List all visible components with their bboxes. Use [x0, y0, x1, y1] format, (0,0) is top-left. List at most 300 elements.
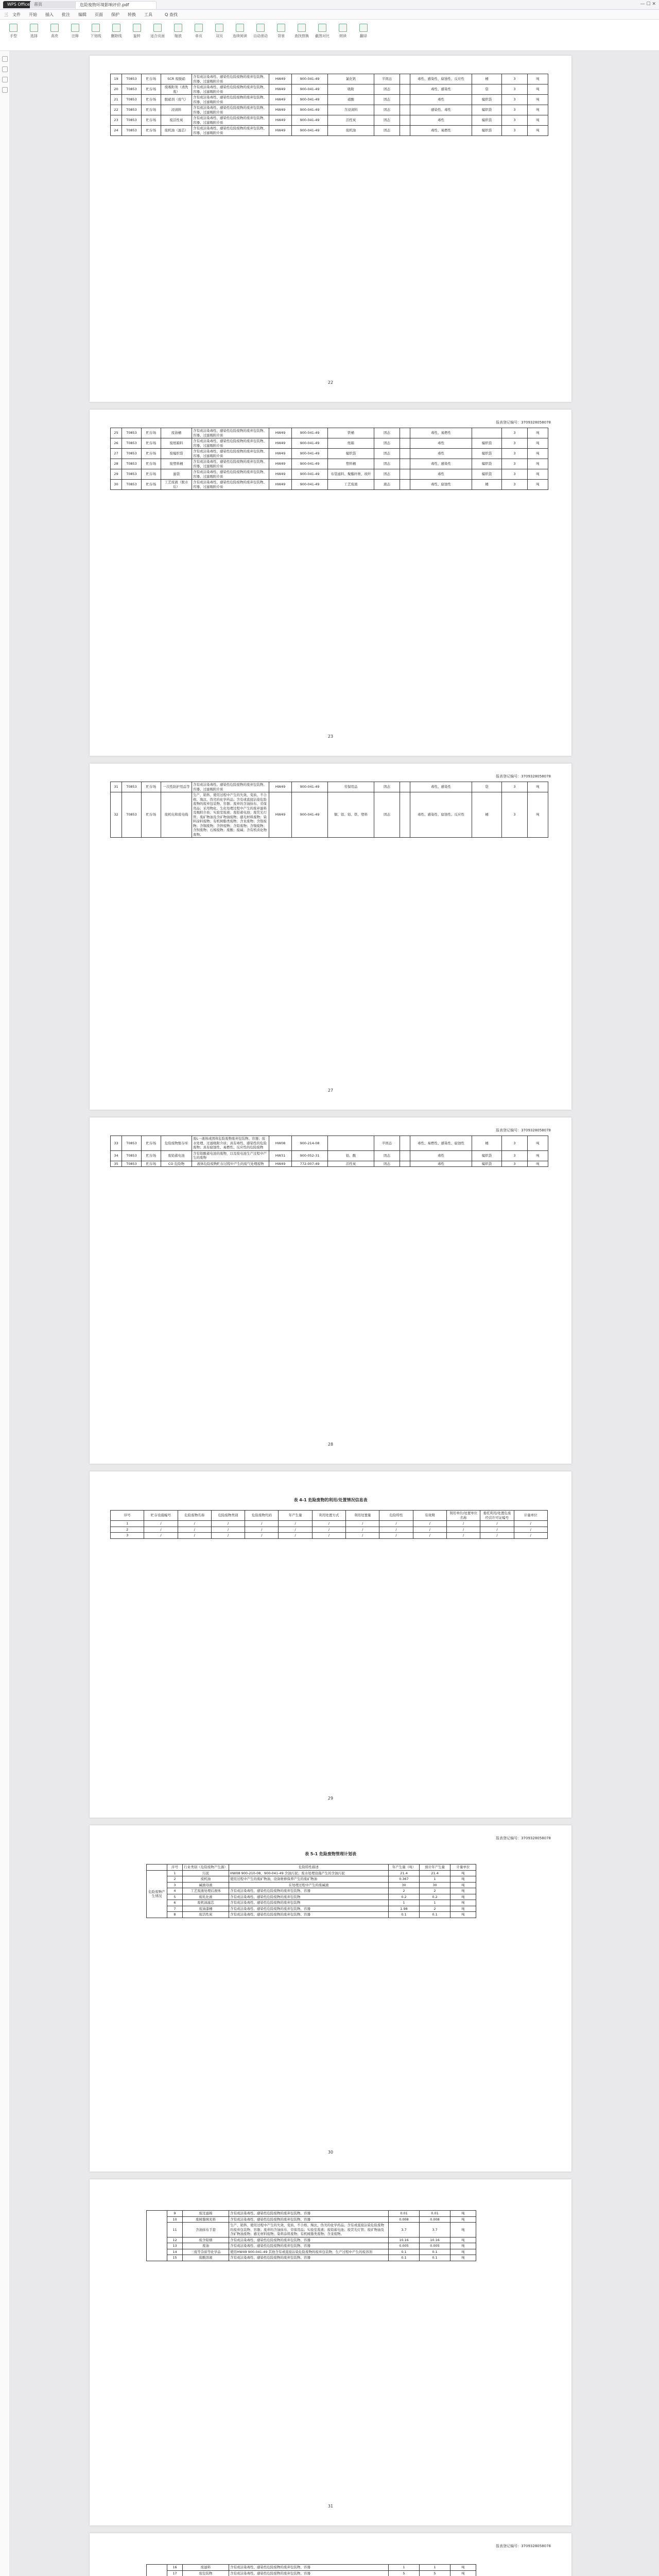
menu-insert[interactable]: 插入	[45, 12, 54, 17]
header-cell: 序号	[167, 1865, 183, 1871]
table-row	[111, 74, 548, 84]
tool-background[interactable]	[271, 24, 291, 39]
table-cell	[472, 428, 502, 438]
table-cell: 33	[111, 1136, 122, 1151]
toolbar	[0, 20, 659, 51]
plan-table	[146, 2564, 476, 2576]
table-cell: 3	[111, 1533, 144, 1539]
table-row	[111, 449, 548, 459]
tool-label: 朗读	[339, 34, 346, 38]
table-cell: 900-041-49	[292, 84, 328, 95]
table-cell: 废机电和废电线	[161, 792, 192, 838]
table-cell: 感染性、毒性	[410, 105, 472, 115]
side-label	[147, 2211, 167, 2261]
zoom-icon	[174, 24, 182, 32]
table-cell: 3	[502, 1161, 528, 1167]
table-cell: 4	[167, 1888, 183, 1894]
table-cell: 废铅蓄电池	[161, 1150, 192, 1161]
waste-table	[110, 428, 548, 490]
tool-double-page[interactable]	[209, 24, 230, 39]
table-cell: 0.01	[389, 2211, 420, 2217]
table-cell: T0853	[122, 1161, 142, 1167]
table-cell: 毒性	[410, 469, 472, 480]
table-cell: 5	[420, 2570, 450, 2576]
thumbnail-icon[interactable]	[2, 56, 8, 62]
tool-annotate[interactable]	[65, 24, 85, 39]
compare-icon	[318, 24, 326, 32]
tool-rotate[interactable]	[127, 24, 147, 39]
table-cell: 900-041-49	[292, 449, 328, 459]
menu-home[interactable]: 开始	[29, 12, 37, 17]
plan-table	[146, 1864, 476, 1918]
document-page-6	[90, 1825, 571, 2172]
table-cell	[400, 449, 410, 459]
table-cell: 含有或沾染毒性、感染性危险废物的废弃包装物、容器、过滤吸附介质	[192, 480, 269, 490]
table-cell: 固态	[374, 428, 400, 438]
table-cell: T0853	[122, 95, 142, 105]
table-cell: 含有或沾染毒性、感染性危险废物的废弃包装物、容器	[229, 2237, 389, 2243]
table-cell: 编织袋	[472, 1161, 502, 1167]
table-cell: /	[346, 1521, 379, 1527]
page-number: 31	[327, 2504, 334, 2509]
table-row	[147, 1906, 476, 1912]
table-cell: 贮存场	[142, 459, 161, 469]
menu-protect[interactable]: 保护	[111, 12, 119, 17]
table-cell: /	[279, 1527, 312, 1533]
menu-bar	[0, 10, 659, 20]
table-cell: 吨	[450, 1912, 476, 1918]
continuous-icon	[236, 24, 244, 32]
table-cell: 含有或沾染毒性、感染性危险废物的废弃包装物、容器	[229, 2565, 389, 2571]
table-cell: 3	[167, 1882, 183, 1888]
table-cell: 0.005	[389, 2243, 420, 2249]
table-row	[111, 782, 548, 792]
document-page-5	[90, 1471, 571, 1818]
tool-label: 注释	[72, 34, 79, 38]
table-cell: /	[346, 1533, 379, 1539]
table-cell: 编织袋	[472, 95, 502, 105]
table-cell: 1	[167, 1870, 183, 1876]
table-cell: 0.008	[389, 2216, 420, 2223]
table-cell: T0853	[122, 115, 142, 126]
table-cell: T0853	[122, 84, 142, 95]
table-cell: HW49	[269, 95, 292, 105]
table-cell: 6	[167, 1900, 183, 1906]
table-cell: 贮存场	[142, 115, 161, 126]
table-cell: /	[144, 1521, 178, 1527]
table-cell: 含有或沾染毒性、感染性危险废物的废弃包装物、容器、过滤吸附介质	[192, 95, 269, 105]
table-cell: 袋	[472, 84, 502, 95]
table-cell: /	[245, 1533, 279, 1539]
table-cell: 含浸渍料	[328, 105, 374, 115]
menu-edit[interactable]: 编辑	[78, 12, 86, 17]
table-cell: 35	[111, 1161, 122, 1167]
table-cell: HW31	[269, 1150, 292, 1161]
table-cell	[400, 792, 410, 838]
table-cell: 劳保用品	[328, 782, 374, 792]
menu-comment[interactable]: 批注	[62, 12, 70, 17]
table-row	[111, 95, 548, 105]
table-cell: 3.7	[389, 2223, 420, 2238]
home-tab[interactable]: WPS Office	[3, 1, 34, 8]
table-cell: 20	[111, 84, 122, 95]
table-cell: 塑料桶	[328, 459, 374, 469]
table-cell: 吨	[450, 2216, 476, 2223]
table-row	[147, 1912, 476, 1918]
table-cell: HW49	[269, 74, 292, 84]
tool-continuous[interactable]	[230, 24, 250, 39]
table-cell: 含油抹布手套	[183, 2223, 229, 2238]
table-row	[147, 1888, 476, 1894]
search-icon[interactable]	[2, 87, 8, 93]
table-cell: 吨	[450, 1870, 476, 1876]
document-page-4	[90, 1117, 571, 1464]
table-cell: 贮存场	[142, 105, 161, 115]
table-cell: 含有或沾染毒性、感染性危险废物的废弃包装物、容器	[229, 1906, 389, 1912]
table-title: 表 5-1 危险废物管理计划表	[304, 1852, 357, 1856]
table-cell: HW49	[269, 84, 292, 95]
table-cell: 使用HW49 900-041-49 其他含有或直接沾染危险废物的废弃包装物，生产过程中产生的废溶剂	[229, 2249, 389, 2255]
table-cell: 23	[111, 115, 122, 126]
tool-single-page[interactable]	[188, 24, 209, 39]
table-cell: 桶	[472, 480, 502, 490]
table-cell: /	[446, 1533, 480, 1539]
waste-table	[110, 782, 548, 838]
table-row	[111, 1533, 548, 1539]
table-row	[111, 84, 548, 95]
header-cell: 利用处置方式	[312, 1511, 345, 1521]
tool-select[interactable]	[24, 24, 44, 39]
table-cell: 1.98	[389, 1906, 420, 1912]
table-cell: 吨	[450, 2223, 476, 2238]
table-cell: 固态	[374, 126, 400, 136]
tool-strikethrough[interactable]	[106, 24, 127, 39]
table-cell: 编织袋	[472, 115, 502, 126]
table-cell: /	[413, 1533, 446, 1539]
table-cell: T0853	[122, 74, 142, 84]
table-cell: 铁桶	[328, 428, 374, 438]
table-cell: 3	[502, 782, 528, 792]
header-cell: 危险废物代码	[245, 1511, 279, 1521]
table-cell: 液态	[374, 480, 400, 490]
table-cell: T0853	[122, 438, 142, 449]
table-cell: 废树脂填充料	[183, 2216, 229, 2223]
tool-read-aloud[interactable]	[333, 24, 353, 39]
table-cell: 氯化钒	[328, 74, 374, 84]
table-cell: 贮存场	[142, 428, 161, 438]
table-cell: T0853	[122, 105, 142, 115]
table-cell: 14	[167, 2249, 183, 2255]
table-row	[111, 115, 548, 126]
table-row	[147, 1870, 476, 1876]
table-row	[111, 1150, 548, 1161]
table-cell: 固态	[374, 459, 400, 469]
table-cell: 13	[167, 2243, 183, 2249]
table-cell: 滤袋	[161, 469, 192, 480]
tool-translate[interactable]	[353, 24, 374, 39]
left-sidebar	[0, 51, 10, 2576]
table-row	[147, 2243, 476, 2249]
table-cell: /	[312, 1533, 345, 1539]
table-cell: 废机油（滤芯）	[161, 126, 192, 136]
table-cell: /	[245, 1527, 279, 1533]
tool-label: 手型	[10, 34, 17, 38]
table-row	[111, 126, 548, 136]
table-cell: 吨	[528, 74, 548, 84]
table-cell: 半固态	[374, 1136, 400, 1151]
registration-number: 报表登记编号：3709328058078	[496, 1128, 551, 1132]
table-cell: 12	[167, 2237, 183, 2243]
table-cell: 固态	[374, 792, 400, 838]
table-cell: 含有或沾染毒性、感染性危险废物的废弃包装物、容器	[229, 2216, 389, 2223]
table-cell: 2	[420, 1888, 450, 1894]
tool-hand[interactable]	[3, 24, 24, 39]
table-cell: 工艺废液处理后液体	[183, 1888, 229, 1894]
table-cell: /	[178, 1533, 211, 1539]
tool-fit-page[interactable]	[147, 24, 168, 39]
cursor-icon	[30, 24, 38, 32]
table-cell: 废油桶	[161, 428, 192, 438]
table-cell: 半固态	[374, 74, 400, 84]
table-body	[147, 2565, 476, 2576]
table-cell: 毒性	[410, 438, 472, 449]
table-cell: 固态	[374, 1150, 400, 1161]
find-replace-icon	[298, 24, 306, 32]
table-cell: /	[514, 1533, 547, 1539]
table-cell: /	[144, 1533, 178, 1539]
table-cell: 3	[502, 105, 528, 115]
table-cell: 吨	[528, 1136, 548, 1151]
table-cell	[400, 438, 410, 449]
table-cell: 含有或沾染毒性、感染性危险废物的废弃包装物、容器、过滤吸附介质	[192, 459, 269, 469]
tool-autoscroll[interactable]	[250, 24, 271, 39]
page-number: 29	[327, 1796, 334, 1801]
table-cell: 含有或沾染毒性、感染性危险废物的废弃包装物、容器、过滤吸附介质	[192, 449, 269, 459]
table-cell: 0.1	[420, 2249, 450, 2255]
table-cell: 活性炭	[328, 1161, 374, 1167]
table-cell: 编织袋	[472, 126, 502, 136]
table-cell: 废含铅烟	[183, 2237, 229, 2243]
table-cell: 900-052-31	[292, 1150, 328, 1161]
header-cell: 年产生量（吨）	[389, 1865, 420, 1871]
tool-zoom[interactable]	[168, 24, 188, 39]
table-cell	[400, 480, 410, 490]
table-cell: 含有或沾染毒性、感染性危险废物的废弃包装物、容器、过滤吸附介质	[192, 428, 269, 438]
table-cell: 吨	[528, 428, 548, 438]
waste-table	[110, 1136, 548, 1167]
menu-page[interactable]: 页面	[95, 12, 103, 17]
table-cell: 贮存场	[142, 95, 161, 105]
table-cell: 吨	[528, 105, 548, 115]
comment-icon[interactable]	[2, 77, 8, 82]
strikethrough-icon	[112, 24, 120, 32]
table-cell: 900-041-49	[292, 792, 328, 838]
table-cell: 0.2	[389, 1894, 420, 1900]
table-cell: 袋	[472, 782, 502, 792]
table-row	[147, 2216, 476, 2223]
table-row	[147, 1900, 476, 1906]
page-number: 23	[327, 734, 334, 739]
table-cell: /	[178, 1521, 211, 1527]
tool-compare[interactable]	[312, 24, 333, 39]
table-cell: HW49	[269, 126, 292, 136]
window-controls[interactable]: — ☐ ✕	[640, 2, 656, 7]
table-body	[147, 2211, 476, 2261]
table-cell: /	[144, 1527, 178, 1533]
tab-home-page[interactable]: 首页	[30, 1, 79, 8]
table-cell: 编织袋	[472, 449, 502, 459]
table-cell: 24	[111, 126, 122, 136]
table-row	[147, 2255, 476, 2261]
bookmark-icon[interactable]	[2, 66, 8, 72]
table-cell: 0.01	[420, 2211, 450, 2217]
table-cell: 吨	[450, 1888, 476, 1894]
table-cell: 21	[111, 95, 122, 105]
table-cell: 生产、销售、使用过程中产生的失效、变质、不合格、淘汰、伪劣的化学药品；含有或直接沾染危险废物的废弃包装物、容器；废弃的含油抹布、劳保用品；采用物化、生化处理过程中产生的废弃滤料及吸附介质；实验室废液；废铅蓄电池；废荧光灯管；废矿物油及含矿物油废物；感光材料废物；染料涂料废物；有机树脂类废物；含汞废物；含铬废物；含铜废物；含锌废物；含铅废物；含镍废物；含钡废物；石棉废物；废酸；废碱；含有机卤化物废物。	[192, 792, 269, 838]
table-cell: 0.1	[420, 1912, 450, 1918]
table-cell: 废活性炭	[183, 1912, 229, 1918]
menu-tools[interactable]: 工具	[144, 12, 152, 17]
table-cell: 0.1	[389, 2255, 420, 2261]
tool-label: 删除线	[111, 34, 122, 38]
table-cell: 1	[389, 1900, 420, 1906]
double-page-icon	[215, 24, 223, 32]
table-title: 表 4-1 危险废物的利用/处置情况信息表	[293, 1498, 368, 1502]
table-cell: 含有或沾染毒性、感染性危险废物的废弃包装物	[229, 1894, 389, 1900]
table-row	[147, 1894, 476, 1900]
menu-convert[interactable]: 转换	[128, 12, 136, 17]
table-cell: 0.1	[420, 2255, 450, 2261]
menu-file[interactable]: 文件	[12, 12, 21, 17]
page-number: 27	[327, 1088, 334, 1093]
table-cell: T0853	[122, 449, 142, 459]
table-cell: 吨	[450, 1882, 476, 1888]
table-cell: 危险废物暂存库	[161, 1136, 192, 1151]
table-cell: HW49	[269, 1161, 292, 1167]
title-bar	[0, 0, 659, 10]
table-cell: 1	[389, 2565, 420, 2571]
table-cell: 编织袋	[472, 105, 502, 115]
table-cell: 固态	[374, 95, 400, 105]
table-cell: 7	[167, 1906, 183, 1912]
table-cell: /	[346, 1527, 379, 1533]
table-cell: HW49	[269, 449, 292, 459]
menu-hamburger[interactable]: 三	[4, 12, 8, 17]
table-row	[147, 2223, 476, 2238]
table-cell: 吨	[450, 1876, 476, 1883]
table-cell: 900-041-49	[292, 459, 328, 469]
table-cell: 28	[111, 459, 122, 469]
table-cell: 900-041-49	[292, 126, 328, 136]
page-number: 22	[327, 380, 334, 385]
table-cell: 废乳化液	[183, 1894, 229, 1900]
side-label	[147, 2565, 167, 2576]
table-cell	[400, 126, 410, 136]
table-cell: 编织袋	[472, 459, 502, 469]
table-cell: 毒性、易燃性、感染性、腐蚀性	[410, 1136, 472, 1151]
table-cell: 17	[167, 2570, 183, 2576]
table-cell: 废编织袋	[161, 449, 192, 459]
table-cell: 桶	[472, 74, 502, 84]
table-cell: HW08 900-210-08、900-041-49 含油污泥；废水处理设施产生的含油污泥	[229, 1870, 389, 1876]
side-label: 危险废物产生情况	[147, 1870, 167, 1918]
table-cell: 贮存场	[142, 449, 161, 459]
table-cell: 10.16	[389, 2237, 420, 2243]
table-cell: 900-041-49	[292, 115, 328, 126]
table-cell: 固态	[374, 1161, 400, 1167]
table-cell: 吨	[528, 126, 548, 136]
table-cell: 在处理过程中产生的废碱液	[229, 1882, 389, 1888]
table-cell	[400, 428, 410, 438]
table-cell: 毒性、感染性、腐蚀性、反应性	[410, 74, 472, 84]
table-cell: 3	[502, 438, 528, 449]
tool-highlight[interactable]	[44, 24, 65, 39]
table-cell: 900-214-08	[292, 1136, 328, 1151]
menu-search[interactable]: Q 查找	[165, 12, 178, 17]
table-cell: 贮存场	[142, 792, 161, 838]
table-cell: SCR 废脱硝	[161, 74, 192, 84]
table-cell: 3	[502, 115, 528, 126]
table-cell: 生产、销售、使用过程中产生的失效、变质、不合格、淘汰、伪劣的化学药品；含有或直接沾染危险废物的废弃包装物、容器；废弃的含油抹布、劳保用品；实验室废液；废铅蓄电池；废荧光灯管；废矿物油及含矿物油废物；感光材料废物；染料涂料废物；有机树脂类废物；含汞废物。	[229, 2223, 389, 2238]
registration-number: 报表登记编号：3709328058078	[496, 420, 551, 425]
tool-underline[interactable]	[85, 24, 106, 39]
table-cell: HW49	[269, 459, 292, 469]
table-cell: 毒性	[410, 95, 472, 105]
table-cell: 含有或沾染毒性、感染性危险废物的废弃包装物、容器、过滤吸附介质	[192, 782, 269, 792]
table-cell: 吨	[450, 2237, 476, 2243]
waste-table	[110, 74, 548, 136]
table-cell: 贮存场	[142, 126, 161, 136]
table-cell: 1	[420, 1876, 450, 1883]
underline-icon	[92, 24, 100, 32]
table-cell: 纸箱	[328, 438, 374, 449]
table-cell: /	[312, 1527, 345, 1533]
tab-document[interactable]: 危险废物环境影响评价.pdf	[75, 1, 157, 9]
tool-label: 翻译	[360, 34, 367, 38]
table-cell: 含有或沾染毒性、感染性危险废物的废弃包装物、容器、过滤吸附介质	[192, 469, 269, 480]
table-cell: 含有或沾染毒性、感染性危险废物的废弃包装物、容器	[229, 2243, 389, 2249]
table-cell: 含有或沾染毒性、感染性危险废物的废弃包装物	[229, 1900, 389, 1906]
table-row	[111, 1161, 548, 1167]
table-body	[111, 428, 548, 490]
table-cell: 毒性、易燃性	[410, 428, 472, 438]
table-row	[111, 480, 548, 490]
table-cell: 废L一液体或固体危险废物废弃包装物、容器；废水处理、过滤吸附介质；具有毒性、感染性的危险废物；具有腐蚀性、易燃性、反应性的危险废物	[192, 1136, 269, 1151]
table-cell: 贮存场	[142, 480, 161, 490]
table-cell: /	[279, 1521, 312, 1527]
table-cell: 毒性、易燃性	[410, 126, 472, 136]
tool-find-replace[interactable]	[291, 24, 312, 39]
table-cell: 含有或沾染毒性、感染性危险废物的废弃包装物、容器	[229, 2211, 389, 2217]
table-cell: 贮存场	[142, 1136, 161, 1151]
table-cell: 3	[502, 792, 528, 838]
tool-label: 单页	[195, 34, 202, 38]
table-cell: 900-041-49	[292, 74, 328, 84]
table-cell: 3	[502, 1136, 528, 1151]
table-cell: 含有或沾染毒性、感染性危险废物的废弃包装物、容器、过滤吸附介质	[192, 84, 269, 95]
header-cell: 贮存设施编号	[144, 1511, 178, 1521]
tool-label: 适合页面	[150, 34, 165, 38]
header-cell: 年产生量	[279, 1511, 312, 1521]
table-cell: 使用过程中产生的废矿物油，设备维修保养产生的废矿物油	[229, 1876, 389, 1883]
tool-label: 连续阅读	[233, 34, 247, 38]
table-cell: HW49	[269, 469, 292, 480]
table-cell: T0853	[122, 480, 142, 490]
table-cell: 铅、酸	[328, 1150, 374, 1161]
table-cell: 吨	[450, 2565, 476, 2571]
table-cell: 900-041-49	[292, 105, 328, 115]
table-cell: 固态	[374, 84, 400, 95]
